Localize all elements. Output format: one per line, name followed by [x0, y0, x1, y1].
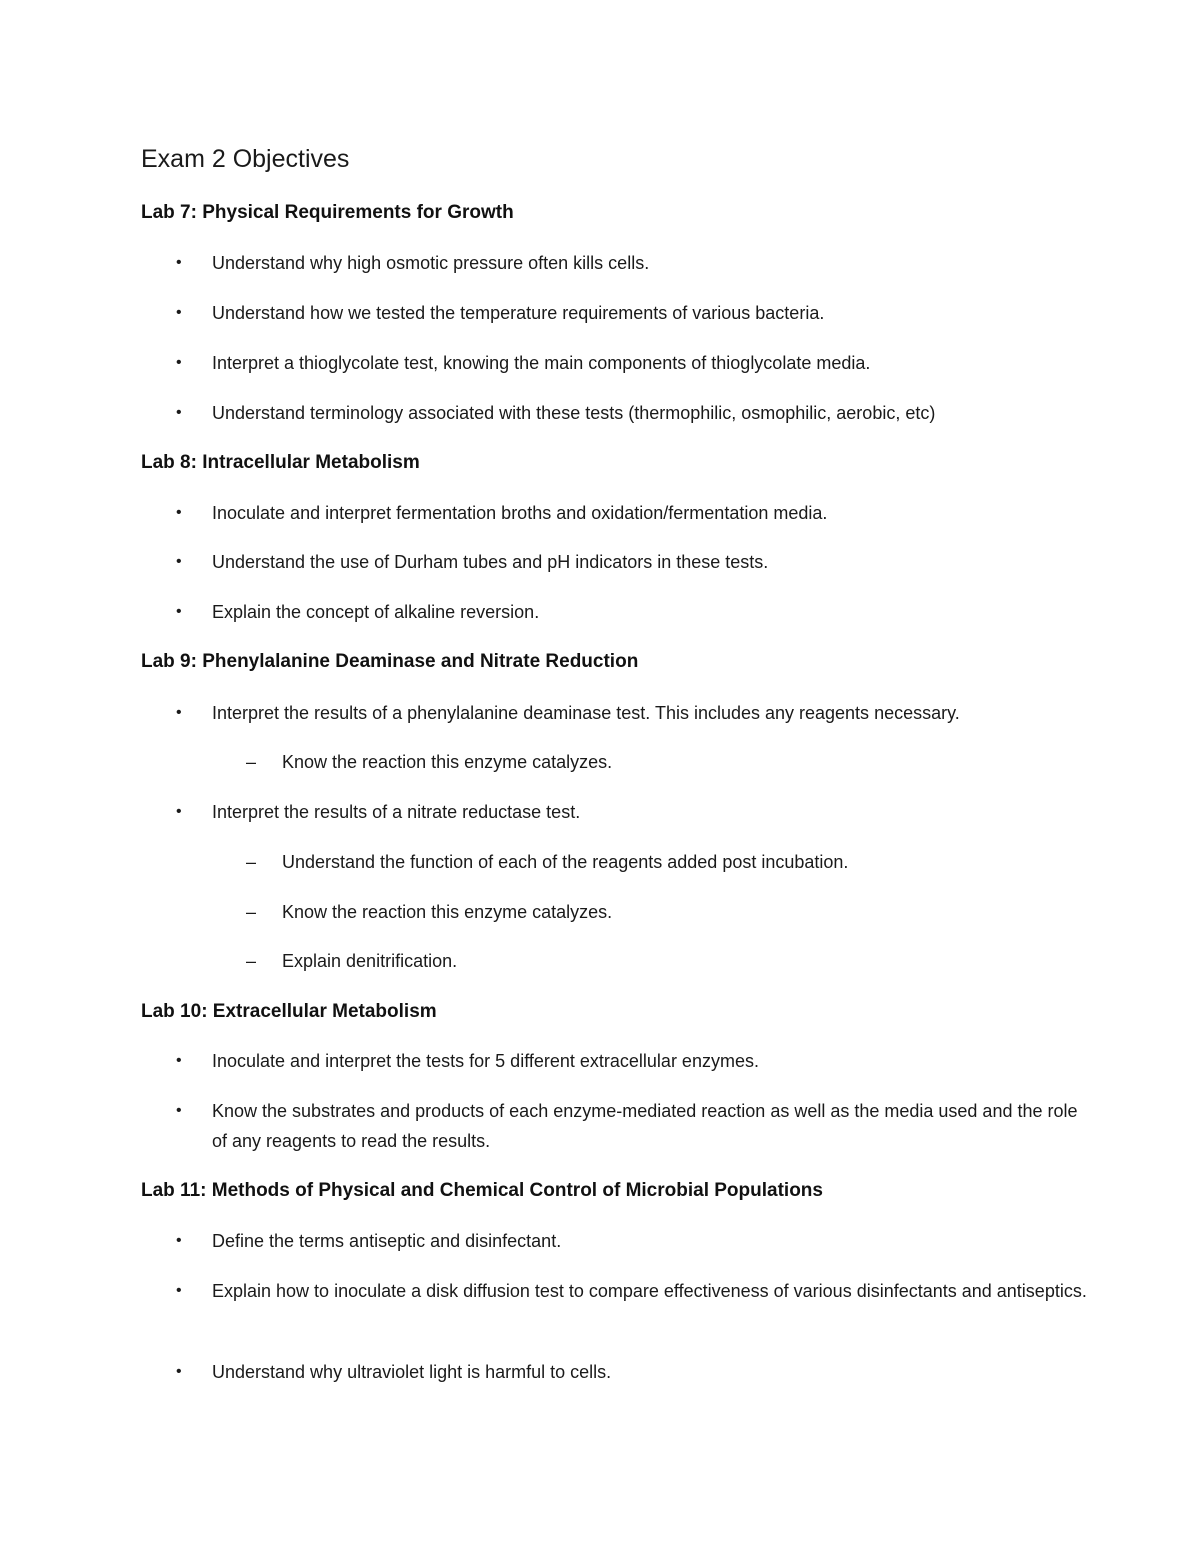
list-item: [141, 1096, 1080, 1156]
bullet-icon: •: [176, 1363, 182, 1380]
section-heading-lab-7: Lab 7: Physical Requirements for Growth: [141, 202, 514, 223]
list-item: [141, 1357, 1080, 1387]
bullet-icon: •: [176, 1232, 182, 1249]
bullet-icon: •: [176, 704, 182, 721]
list-item-text: Interpret a thioglycolate test, knowing the main components of thioglycolate media.: [212, 353, 871, 373]
list-item-text: Understand why high osmotic pressure often kills cells.: [212, 253, 650, 273]
list-item: [141, 597, 1080, 627]
list-item: [141, 547, 1080, 577]
list-item: [141, 348, 1080, 378]
list-item: [141, 248, 1080, 278]
list-item-text: Understand why ultraviolet light is harmful to cells.: [212, 1362, 612, 1382]
bullet-icon: •: [176, 1282, 182, 1299]
list-item: [141, 698, 1080, 728]
list-item-text: Interpret the results of a phenylalanine deaminase test. This includes any reagents necessary.: [212, 703, 960, 723]
bullet-icon: •: [176, 553, 182, 570]
list-item: [141, 1276, 1087, 1306]
section-heading-lab-11: Lab 11: Methods of Physical and Chemical Control of Microbial Populations: [141, 1180, 823, 1201]
bullet-icon: •: [176, 803, 182, 820]
bullet-icon: •: [176, 304, 182, 321]
bullet-icon: •: [176, 404, 182, 421]
bullet-icon: •: [176, 354, 182, 371]
list-item-text: Know the substrates and products of each enzyme-mediated reaction as well as the media used and the role of any reagents to read the results.: [212, 1101, 1078, 1151]
list-item-text: Understand terminology associated with these tests (thermophilic, osmophilic, aerobic, etc): [212, 403, 936, 423]
sub-list-item-text: Understand the function of each of the reagents added post incubation.: [282, 852, 849, 872]
section-heading-lab-9: Lab 9: Phenylalanine Deaminase and Nitrate Reduction: [141, 651, 639, 672]
list-item-text: Understand how we tested the temperature requirements of various bacteria.: [212, 303, 825, 323]
list-item-text: Define the terms antiseptic and disinfectant.: [212, 1231, 562, 1251]
list-item: [141, 398, 1080, 428]
dash-icon: –: [246, 752, 257, 772]
section-heading-lab-8: Lab 8: Intracellular Metabolism: [141, 452, 420, 473]
sub-list-item: [141, 747, 1080, 777]
sub-list-item-text: Know the reaction this enzyme catalyzes.: [282, 752, 613, 772]
bullet-icon: •: [176, 1052, 182, 1069]
bullet-icon: •: [176, 1102, 182, 1119]
sub-list-item-text: Know the reaction this enzyme catalyzes.: [282, 902, 613, 922]
document-title: Exam 2 Objectives: [141, 145, 350, 173]
list-item: [141, 298, 1080, 328]
dash-icon: –: [246, 852, 257, 872]
list-item-text: Interpret the results of a nitrate reductase test.: [212, 802, 581, 822]
bullet-icon: •: [176, 603, 182, 620]
list-item-text: Inoculate and interpret fermentation broths and oxidation/fermentation media.: [212, 503, 828, 523]
dash-icon: –: [246, 902, 257, 922]
list-item: [141, 498, 1080, 528]
sub-list-item: [141, 897, 1080, 927]
bullet-icon: •: [176, 504, 182, 521]
section-heading-lab-10: Lab 10: Extracellular Metabolism: [141, 1001, 437, 1022]
list-item: [141, 1046, 1080, 1076]
list-item: [141, 797, 1080, 827]
bullet-icon: •: [176, 254, 182, 271]
list-item-text: Understand the use of Durham tubes and pH indicators in these tests.: [212, 552, 769, 572]
sub-list-item: [141, 847, 1080, 877]
list-item: [141, 1226, 1080, 1256]
sub-list-item: [141, 946, 1080, 976]
list-item-text: Explain the concept of alkaline reversion.: [212, 602, 540, 622]
dash-icon: –: [246, 951, 257, 971]
sub-list-item-text: Explain denitrification.: [282, 951, 458, 971]
list-item-text: Explain how to inoculate a disk diffusion test to compare effectiveness of various disinfectants and antiseptics.: [212, 1281, 1087, 1301]
list-item-text: Inoculate and interpret the tests for 5 different extracellular enzymes.: [212, 1051, 759, 1071]
